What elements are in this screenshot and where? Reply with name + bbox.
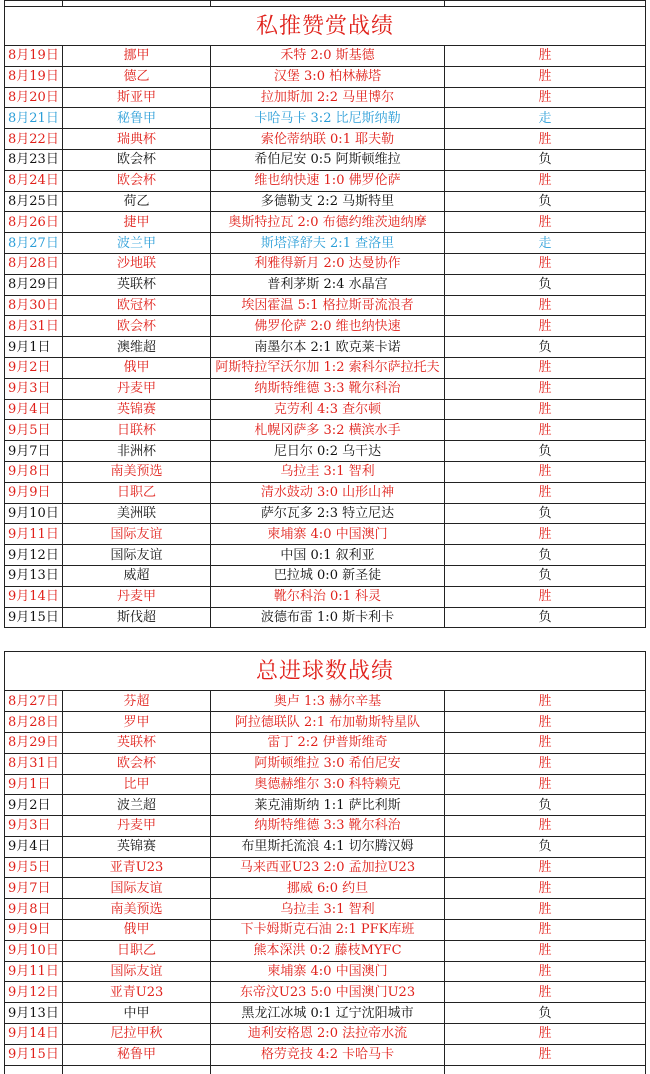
match-cell: 拉加斯加 2:2 马里博尔: [211, 87, 445, 108]
table-row: [5, 565, 646, 586]
result-cell: 负: [445, 836, 646, 857]
table-row: [5, 836, 646, 857]
league-cell: 波兰甲: [63, 233, 211, 254]
result-cell: 胜: [445, 878, 646, 899]
date-cell: 9月1日: [5, 774, 63, 795]
result-cell: 胜: [445, 753, 646, 774]
table-row: [5, 378, 646, 399]
table-row: [5, 46, 646, 67]
section-title-row: [5, 652, 646, 691]
match-cell: 阿斯顿维拉 3:0 希伯尼安: [211, 753, 445, 774]
table-row: [5, 816, 646, 837]
match-cell: 挪威 6:0 约旦: [211, 878, 445, 899]
table-row: [5, 732, 646, 753]
table-row: [5, 1044, 646, 1065]
result-cell: 负: [445, 607, 646, 628]
league-cell: 非洲杯: [63, 441, 211, 462]
league-cell: 南美预选: [63, 899, 211, 920]
section-title-row: [5, 7, 646, 46]
table-row: [5, 857, 646, 878]
table-row: [5, 212, 646, 233]
result-cell: 胜: [445, 66, 646, 87]
match-cell: 克劳利 4:3 查尔顿: [211, 399, 445, 420]
date-cell: 9月11日: [5, 961, 63, 982]
date-cell: 9月12日: [5, 982, 63, 1003]
table-row: [5, 795, 646, 816]
table-row: [5, 1024, 646, 1045]
date-cell: 8月31日: [5, 316, 63, 337]
result-cell: 胜: [445, 961, 646, 982]
league-cell: 俄甲: [63, 357, 211, 378]
table-row: [5, 586, 646, 607]
result-cell: 胜: [445, 691, 646, 712]
result-cell: 胜: [445, 524, 646, 545]
date-cell: 8月28日: [5, 712, 63, 733]
match-cell: 奥德赫维尔 3:0 科特赖克: [211, 774, 445, 795]
result-cell: 胜: [445, 357, 646, 378]
date-cell: 8月19日: [5, 66, 63, 87]
league-cell: 斯亚甲: [63, 87, 211, 108]
match-cell: 巴拉城 0:0 新圣徒: [211, 565, 445, 586]
table-row: [5, 1003, 646, 1024]
table-row: [5, 753, 646, 774]
table-row: [5, 961, 646, 982]
result-cell: 胜: [445, 399, 646, 420]
match-cell: 多德勒支 2:2 马斯特里: [211, 191, 445, 212]
section-gap: [5, 628, 646, 652]
match-cell: 埃因霍温 5:1 格拉斯哥流浪者: [211, 295, 445, 316]
result-cell: 胜: [445, 586, 646, 607]
result-cell: 负: [445, 337, 646, 358]
league-cell: 亚青U23: [63, 982, 211, 1003]
result-cell: 胜: [445, 461, 646, 482]
league-cell: 挪甲: [63, 46, 211, 67]
result-cell: 胜: [445, 420, 646, 441]
date-cell: 9月9日: [5, 482, 63, 503]
date-cell: 9月14日: [5, 1024, 63, 1045]
match-cell: 札幌冈萨多 3:2 横滨水手: [211, 420, 445, 441]
result-cell: 胜: [445, 857, 646, 878]
date-cell: 9月15日: [5, 607, 63, 628]
match-cell: 波德布雷 1:0 斯卡利卡: [211, 607, 445, 628]
date-cell: 9月7日: [5, 878, 63, 899]
date-cell: 9月13日: [5, 565, 63, 586]
league-cell: 中甲: [63, 1003, 211, 1024]
date-cell: 9月5日: [5, 857, 63, 878]
table-row: [5, 191, 646, 212]
league-cell: 日职乙: [63, 940, 211, 961]
match-cell: 萨尔瓦多 2:3 特立尼达: [211, 503, 445, 524]
table-row: [5, 295, 646, 316]
table-row: [5, 899, 646, 920]
result-cell: 负: [445, 565, 646, 586]
league-cell: 沙地联: [63, 253, 211, 274]
match-cell: 南墨尔本 2:1 欧克莱卡诺: [211, 337, 445, 358]
league-cell: 英锦赛: [63, 399, 211, 420]
league-cell: 亚青U23: [63, 857, 211, 878]
date-cell: 9月2日: [5, 795, 63, 816]
match-cell: 黑龙江冰城 0:1 辽宁沈阳城市: [211, 1003, 445, 1024]
match-cell: 熊本深洪 0:2 藤枝MYFC: [211, 940, 445, 961]
table-row: [5, 712, 646, 733]
result-cell: 胜: [445, 899, 646, 920]
match-cell: 莱克浦斯纳 1:1 萨比利斯: [211, 795, 445, 816]
date-cell: 8月19日: [5, 46, 63, 67]
league-cell: 国际友谊: [63, 524, 211, 545]
date-cell: 8月29日: [5, 732, 63, 753]
match-cell: 马来西亚U23 2:0 孟加拉U23: [211, 857, 445, 878]
date-cell: 8月20日: [5, 87, 63, 108]
match-cell: 雷丁 2:2 伊普斯维奇: [211, 732, 445, 753]
match-cell: 汉堡 3:0 柏林赫塔: [211, 66, 445, 87]
table-row: [5, 87, 646, 108]
league-cell: 芬超: [63, 691, 211, 712]
league-cell: 日职乙: [63, 482, 211, 503]
result-cell: 负: [445, 545, 646, 566]
date-cell: 9月4日: [5, 836, 63, 857]
league-cell: 德乙: [63, 66, 211, 87]
table-row: [5, 920, 646, 941]
match-cell: 阿斯特拉罕沃尔加 1:2 索科尔萨拉托夫: [211, 357, 445, 378]
table-row: [5, 170, 646, 191]
match-cell: 清水鼓动 3:0 山形山神: [211, 482, 445, 503]
league-cell: 斯伐超: [63, 607, 211, 628]
result-cell: 胜: [445, 170, 646, 191]
league-cell: 日联杯: [63, 420, 211, 441]
table-row: [5, 774, 646, 795]
result-cell: 胜: [445, 378, 646, 399]
result-cell: 负: [445, 274, 646, 295]
table-row: [5, 233, 646, 254]
table-row: [5, 524, 646, 545]
date-cell: 9月8日: [5, 899, 63, 920]
match-cell: 格劳竞技 4:2 卡哈马卡: [211, 1044, 445, 1065]
table-row: [5, 399, 646, 420]
result-cell: 负: [445, 149, 646, 170]
result-cell: 胜: [445, 940, 646, 961]
result-cell: 负: [445, 503, 646, 524]
result-cell: 胜: [445, 1024, 646, 1045]
match-cell: 斯塔泽舒夫 2:1 查洛里: [211, 233, 445, 254]
date-cell: 8月31日: [5, 753, 63, 774]
result-cell: 走: [445, 108, 646, 129]
result-cell: 胜: [445, 212, 646, 233]
result-cell: 负: [445, 795, 646, 816]
table-row: [5, 940, 646, 961]
table-row: [5, 482, 646, 503]
match-cell: 布里斯托流浪 4:1 切尔腾汉姆: [211, 836, 445, 857]
league-cell: 秘鲁甲: [63, 108, 211, 129]
league-cell: 比甲: [63, 774, 211, 795]
match-cell: 乌拉圭 3:1 智利: [211, 461, 445, 482]
league-cell: 捷甲: [63, 212, 211, 233]
date-cell: 8月21日: [5, 108, 63, 129]
result-cell: 胜: [445, 46, 646, 67]
league-cell: 威超: [63, 565, 211, 586]
table-row: [5, 108, 646, 129]
date-cell: 8月22日: [5, 129, 63, 150]
league-cell: 美洲联: [63, 503, 211, 524]
league-cell: 欧会杯: [63, 753, 211, 774]
table-row: [5, 420, 646, 441]
date-cell: 9月10日: [5, 940, 63, 961]
league-cell: 欧会杯: [63, 170, 211, 191]
date-cell: 9月3日: [5, 816, 63, 837]
date-cell: 9月1日: [5, 337, 63, 358]
match-cell: 佛罗伦萨 2:0 维也纳快速: [211, 316, 445, 337]
result-cell: 走: [445, 233, 646, 254]
match-cell: 东帝汶U23 5:0 中国澳门U23: [211, 982, 445, 1003]
league-cell: 丹麦甲: [63, 816, 211, 837]
match-cell: 卡哈马卡 3:2 比尼斯纳勒: [211, 108, 445, 129]
result-cell: 负: [445, 441, 646, 462]
league-cell: 荷乙: [63, 191, 211, 212]
date-cell: 8月24日: [5, 170, 63, 191]
date-cell: 9月9日: [5, 920, 63, 941]
date-cell: 9月14日: [5, 586, 63, 607]
date-cell: 9月7日: [5, 441, 63, 462]
result-cell: 胜: [445, 482, 646, 503]
league-cell: 澳维超: [63, 337, 211, 358]
league-cell: 欧冠杯: [63, 295, 211, 316]
match-cell: 奥卢 1:3 赫尔辛基: [211, 691, 445, 712]
match-cell: 中国 0:1 叙利亚: [211, 545, 445, 566]
date-cell: 8月25日: [5, 191, 63, 212]
league-cell: 丹麦甲: [63, 586, 211, 607]
table-row: [5, 337, 646, 358]
date-cell: 8月27日: [5, 691, 63, 712]
result-cell: 胜: [445, 982, 646, 1003]
match-cell: 禾特 2:0 斯基德: [211, 46, 445, 67]
match-cell: 希伯尼安 0:5 阿斯顿维拉: [211, 149, 445, 170]
date-cell: 8月26日: [5, 212, 63, 233]
result-cell: 胜: [445, 295, 646, 316]
bottom-strip: [5, 1065, 646, 1074]
result-cell: 胜: [445, 1044, 646, 1065]
league-cell: 英锦赛: [63, 836, 211, 857]
match-cell: 纳斯特维德 3:3 靴尔科治: [211, 378, 445, 399]
date-cell: 8月27日: [5, 233, 63, 254]
date-cell: 9月2日: [5, 357, 63, 378]
date-cell: 9月10日: [5, 503, 63, 524]
date-cell: 9月4日: [5, 399, 63, 420]
league-cell: 欧会杯: [63, 316, 211, 337]
match-cell: 柬埔寨 4:0 中国澳门: [211, 524, 445, 545]
match-cell: 靴尔科治 0:1 科灵: [211, 586, 445, 607]
table-row: [5, 441, 646, 462]
league-cell: 尼拉甲秋: [63, 1024, 211, 1045]
result-cell: 胜: [445, 87, 646, 108]
league-cell: 英联杯: [63, 732, 211, 753]
table-row: [5, 129, 646, 150]
date-cell: 8月30日: [5, 295, 63, 316]
match-cell: 乌拉圭 3:1 智利: [211, 899, 445, 920]
match-cell: 迪利安格恩 2:0 法拉帝水流: [211, 1024, 445, 1045]
table-row: [5, 607, 646, 628]
table-row: [5, 253, 646, 274]
league-cell: 英联杯: [63, 274, 211, 295]
result-cell: 胜: [445, 129, 646, 150]
result-cell: 负: [445, 1003, 646, 1024]
table-row: [5, 357, 646, 378]
league-cell: 国际友谊: [63, 545, 211, 566]
result-cell: 负: [445, 191, 646, 212]
match-cell: 普利茅斯 2:4 水晶宫: [211, 274, 445, 295]
section-title: 总进球数战绩: [5, 652, 646, 691]
table-row: [5, 316, 646, 337]
date-cell: 9月13日: [5, 1003, 63, 1024]
league-cell: 俄甲: [63, 920, 211, 941]
result-cell: 胜: [445, 316, 646, 337]
league-cell: 波兰超: [63, 795, 211, 816]
match-cell: 阿拉德联队 2:1 布加勒斯特星队: [211, 712, 445, 733]
match-cell: 尼日尔 0:2 乌干达: [211, 441, 445, 462]
date-cell: 8月29日: [5, 274, 63, 295]
result-cell: 胜: [445, 732, 646, 753]
league-cell: 国际友谊: [63, 878, 211, 899]
match-cell: 柬埔寨 4:0 中国澳门: [211, 961, 445, 982]
league-cell: 南美预选: [63, 461, 211, 482]
date-cell: 9月15日: [5, 1044, 63, 1065]
match-cell: 维也纳快速 1:0 佛罗伦萨: [211, 170, 445, 191]
table-row: [5, 66, 646, 87]
result-cell: 胜: [445, 816, 646, 837]
date-cell: 9月8日: [5, 461, 63, 482]
date-cell: 9月3日: [5, 378, 63, 399]
match-cell: 纳斯特维德 3:3 靴尔科治: [211, 816, 445, 837]
league-cell: 瑞典杯: [63, 129, 211, 150]
league-cell: 欧会杯: [63, 149, 211, 170]
table-row: [5, 461, 646, 482]
table-row: [5, 503, 646, 524]
results-table: [4, 0, 646, 1074]
match-cell: 下卡姆斯克石油 2:1 PFK库班: [211, 920, 445, 941]
date-cell: 9月11日: [5, 524, 63, 545]
result-cell: 胜: [445, 253, 646, 274]
date-cell: 9月12日: [5, 545, 63, 566]
date-cell: 9月5日: [5, 420, 63, 441]
table-row: [5, 274, 646, 295]
match-cell: 利雅得新月 2:0 达曼协作: [211, 253, 445, 274]
date-cell: 8月23日: [5, 149, 63, 170]
table-row: [5, 149, 646, 170]
result-cell: 胜: [445, 712, 646, 733]
table-row: [5, 878, 646, 899]
section-title: 私推赞赏战绩: [5, 7, 646, 46]
match-cell: 奥斯特拉瓦 2:0 布德约维茨迪纳摩: [211, 212, 445, 233]
table-row: [5, 545, 646, 566]
match-cell: 索伦蒂纳联 0:1 耶夫勒: [211, 129, 445, 150]
result-cell: 胜: [445, 774, 646, 795]
league-cell: 罗甲: [63, 712, 211, 733]
table-row: [5, 982, 646, 1003]
league-cell: 秘鲁甲: [63, 1044, 211, 1065]
table-row: [5, 691, 646, 712]
league-cell: 国际友谊: [63, 961, 211, 982]
league-cell: 丹麦甲: [63, 378, 211, 399]
result-cell: 胜: [445, 920, 646, 941]
date-cell: 8月28日: [5, 253, 63, 274]
